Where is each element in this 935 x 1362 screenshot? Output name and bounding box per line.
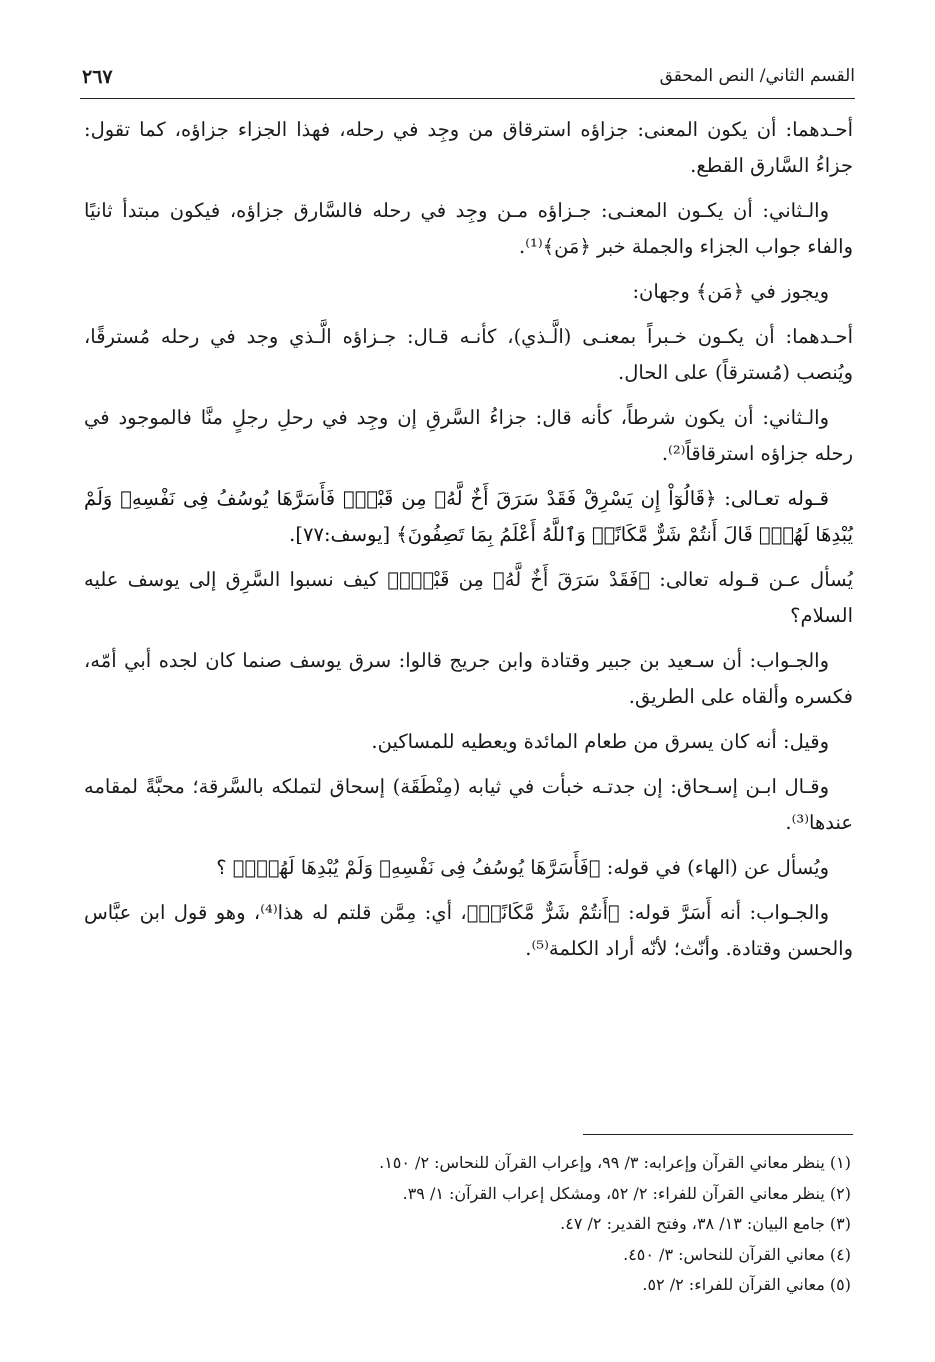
paragraph-3: ويجوز في ﴿مَن﴾ وجهان: [632, 280, 829, 303]
paragraph-9: وقيل: أنه كان يسرق من طعام المائدة ويعطيه للمساكين. [371, 730, 829, 753]
paragraph-7: يُسأل عـن قـوله تعالى: ﴿فَقَدْ سَرَقَ أَخٌ لَّهُۥ مِن قَبْلُۚ﴾ كيف نسبوا السَّرِق إلى يوسف عليه السلام؟ [84, 568, 853, 627]
paragraph-6-quran-verse: قـوله تعـالى: ﴿قَالُوٓاْ إِن يَسْرِقْ فَقَدْ سَرَقَ أَخٌ لَّهُۥ مِن قَبْلُۚ فَأَسَرَّهَا يُوسُفُ فِى نَفْسِهِۦ وَلَمْ يُبْدِهَا لَهُمْۚ قَالَ أَنتُمْ شَرٌّ مَّكَانًاۖ وَٱللَّهُ أَعْلَمُ بِمَا تَصِفُونَ﴾ [يوسف:٧٧]. [84, 487, 853, 546]
paragraph-8: والجـواب: أن سـعيد بن جبير وقتادة وابن جريج قالوا: سرق يوسف صنما كان لجده أبي أمّه، فكسره وألقاه على الطريق. [84, 649, 853, 708]
footnote-4: (٤) معاني القرآن للنحاس: ٣/ ٤٥٠. [623, 1244, 851, 1264]
paragraph-4: أحـدهما: أن يكـون خـبراً بمعنـى (الَّـذي)، كأنـه قـال: جـزاؤه الَّـذي وجد في رحله مُسترقًا، ويُنصب (مُسترقاً) على الحال. [84, 325, 853, 384]
paragraph-12: والجـواب: أنه أَسَرَّ قوله: ﴿أَنتُمْ شَرٌّ مَّكَانًاۖ﴾، أي: مِمَّن قلتم له هذا⁽⁴⁾، وهو قول ابن عبَّاس والحسن وقتادة. وأنّث؛ لأنّه أراد الكلمة⁽⁵⁾. [84, 901, 853, 960]
page-header [80, 62, 855, 99]
footnote-5: (٥) معاني القرآن للفراء: ٢/ ٥٢. [642, 1275, 851, 1294]
paragraph-1: أحـدهما: أن يكون المعنى: جزاؤه استرقاق من وجِد في رحله، فهذا الجزاء جزاؤه، كما تقول: جزاءُ السَّارق القطع. [84, 118, 853, 177]
footnote-2: (٢) ينظر معاني القرآن للفراء: ٢/ ٥٢، ومشكل إعراب القرآن: ١/ ٣٩. [402, 1183, 851, 1203]
footnote-1: (١) ينظر معاني القرآن وإعرابه: ٣/ ٩٩، وإعراب القرآن للنحاس: ٢/ ١٥٠. [379, 1153, 851, 1172]
main-text [84, 112, 853, 976]
page-number: ٢٦٧ [82, 66, 113, 88]
paragraph-11: ويُسأل عن (الهاء) في قوله: ﴿فَأَسَرَّهَا يُوسُفُ فِى نَفْسِهِۦ وَلَمْ يُبْدِهَا لَهُمْۚ﴾ ؟ [216, 856, 829, 879]
running-title: القسم الثاني/ النص المحقق [659, 66, 855, 86]
footnotes [84, 1148, 851, 1301]
paragraph-10: وقـال ابـن إسـحاق: إن جدتـه خبأت في ثيابه (مِنْطَقَة) إسحاق لتملكه بالسَّرقة؛ محبَّةً لمقامه عندها⁽³⁾. [84, 775, 853, 834]
paragraph-2: والـثاني: أن يكـون المعنـى: جـزاؤه مـن وجِد في رحله فالسَّارق جزاؤه، فيكون مبتدأ ثانيًا والفاء جواب الجزاء والجملة خبر ﴿مَن﴾⁽¹⁾. [84, 199, 853, 258]
footnote-3: (٣) جامع البيان: ١٣/ ٣٨، وفتح القدير: ٢/ ٤٧. [560, 1214, 851, 1233]
paragraph-5: والـثاني: أن يكون شرطاً، كأنه قال: جزاءُ السَّرقِ إن وجِد في رحلِ رجلٍ منَّا فالموجود في رحله جزاؤه استرقاقاً⁽²⁾. [84, 406, 853, 465]
footnote-separator [583, 1134, 853, 1135]
